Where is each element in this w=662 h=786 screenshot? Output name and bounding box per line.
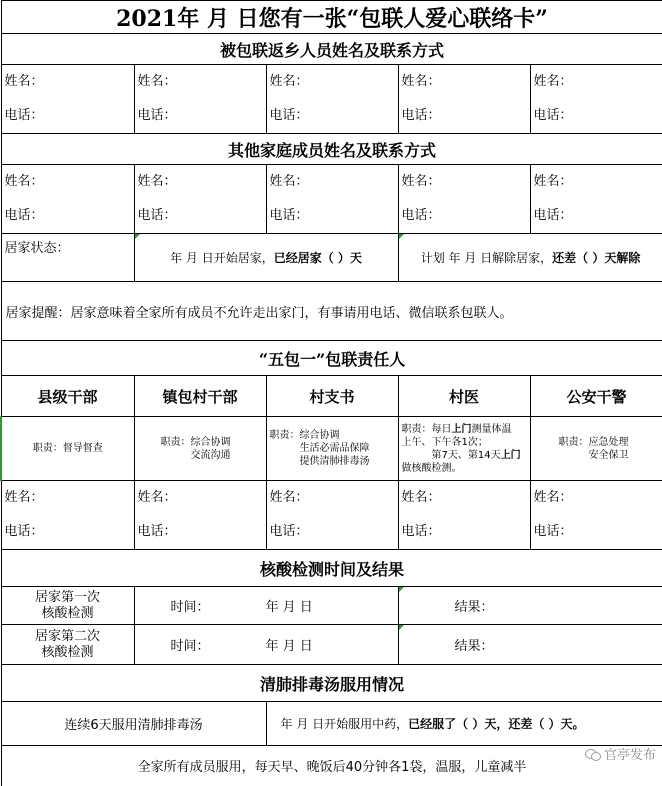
- name-label: 姓名：: [138, 481, 266, 515]
- phone-label: 电话：: [402, 515, 530, 549]
- herbal-progress[interactable]: [266, 702, 662, 746]
- phone-label: 电话：: [402, 199, 530, 233]
- test-label: [1, 587, 134, 625]
- section-family-contacts: 其他家庭成员姓名及联系方式: [1, 134, 662, 165]
- duty-doctor-emph: 上门: [501, 450, 521, 461]
- status-start[interactable]: [134, 234, 398, 282]
- duty-secretary: [266, 417, 398, 481]
- duty-town-line: 交流沟通: [161, 450, 231, 461]
- test-result-label: 结果：: [399, 639, 494, 654]
- status-days-left: 还差（ ）天解除: [552, 251, 640, 265]
- duty-town: [134, 417, 266, 481]
- name-label: 姓名：: [5, 165, 134, 199]
- phone-label: 电话：: [5, 515, 134, 549]
- test-label: [1, 625, 134, 665]
- chat-bubbles-icon: [585, 748, 601, 760]
- section-nucleic-tests: 核酸检测时间及结果: [1, 550, 662, 587]
- test-label-line: 核酸检测: [41, 645, 93, 660]
- role-police: 公安干警: [530, 376, 662, 417]
- role-village-secretary: 村支书: [266, 376, 398, 417]
- phone-label: 电话：: [402, 99, 530, 133]
- duty-police-line: 安全保卫: [559, 450, 629, 461]
- duty-police: [530, 417, 662, 481]
- duty-doctor-text: 测量体温: [472, 424, 512, 435]
- family-row: [1, 165, 662, 234]
- family-slot[interactable]: [134, 165, 266, 234]
- test-date: 年 月 日: [210, 639, 313, 654]
- duty-doctor: [398, 417, 530, 481]
- test-label-line: 居家第二次: [35, 629, 100, 644]
- duty-doctor-text: 上午、下午各1次；: [402, 437, 488, 448]
- duty-secretary-line: 提供清肺排毒汤: [270, 456, 370, 467]
- name-label: 姓名：: [138, 65, 266, 99]
- returnee-slot[interactable]: [398, 65, 530, 134]
- duties-row: [1, 417, 662, 481]
- test-time-label: 时间：: [135, 600, 210, 615]
- responsible-contact-row: [1, 481, 662, 550]
- phone-label: 电话：: [138, 99, 266, 133]
- name-label: 姓名：: [534, 165, 662, 199]
- test-row: [1, 587, 662, 625]
- status-end[interactable]: [398, 234, 662, 282]
- phone-label: 电话：: [5, 199, 134, 233]
- section-responsible-persons: “五包一”包联责任人: [1, 341, 662, 376]
- name-label: 姓名：: [270, 481, 398, 515]
- phone-label: 电话：: [270, 515, 398, 549]
- returnee-slot[interactable]: [530, 65, 662, 134]
- duty-secretary-line: 生活必需品保障: [270, 443, 370, 454]
- herbal-start-text: 年 月 日开始服用中药，: [281, 717, 409, 731]
- test-row: [1, 625, 662, 665]
- role-town-cadre: 镇包村干部: [134, 376, 266, 417]
- returnee-row: [1, 65, 662, 134]
- family-slot[interactable]: [1, 165, 134, 234]
- section-herbal-medicine: 清肺排毒汤服用情况: [1, 665, 662, 702]
- name-label: 姓名：: [534, 65, 662, 99]
- duty-secretary-line: 职责：综合协调: [270, 430, 340, 441]
- duty-town-line: 职责：综合协调: [161, 437, 231, 448]
- status-end-text: 计划 年 月 日解除居家，: [421, 251, 552, 265]
- test-label-line: 核酸检测: [41, 606, 93, 621]
- role-county-cadre: 县级干部: [1, 376, 134, 417]
- responsible-slot[interactable]: [266, 481, 398, 550]
- status-label: 居家状态：: [1, 234, 134, 282]
- test-result[interactable]: [398, 587, 662, 625]
- phone-label: 电话：: [138, 515, 266, 549]
- phone-label: 电话：: [270, 199, 398, 233]
- name-label: 姓名：: [5, 481, 134, 515]
- duty-doctor-text: 做核酸检测。: [402, 463, 462, 474]
- family-slot[interactable]: [398, 165, 530, 234]
- name-label: 姓名：: [5, 65, 134, 99]
- phone-label: 电话：: [5, 99, 134, 133]
- phone-label: 电话：: [270, 99, 398, 133]
- watermark-text: 官亭发布: [604, 744, 656, 763]
- duty-county: [1, 417, 134, 481]
- status-start-text: 年 月 日开始居家，: [170, 251, 274, 265]
- watermark: [585, 744, 656, 763]
- duty-county-text: 职责：督导督查: [33, 443, 103, 454]
- returnee-slot[interactable]: [1, 65, 134, 134]
- test-result-label: 结果：: [399, 600, 494, 615]
- test-result[interactable]: [398, 625, 662, 665]
- phone-label: 电话：: [534, 99, 662, 133]
- name-label: 姓名：: [402, 65, 530, 99]
- status-days-home: 已经居家（ ）天: [274, 251, 362, 265]
- herbal-label: 连续6天服用清肺排毒汤: [1, 702, 266, 746]
- roles-row: [1, 376, 662, 417]
- duty-police-line: 职责：应急处理: [559, 437, 629, 448]
- family-slot[interactable]: [530, 165, 662, 234]
- responsible-slot[interactable]: [134, 481, 266, 550]
- name-label: 姓名：: [270, 165, 398, 199]
- name-label: 姓名：: [402, 165, 530, 199]
- phone-label: 电话：: [534, 199, 662, 233]
- duty-doctor-emph: 上门: [452, 424, 472, 435]
- duty-doctor-text: 职责：每日: [402, 424, 452, 435]
- name-label: 姓名：: [402, 481, 530, 515]
- status-row: [1, 234, 662, 282]
- returnee-slot[interactable]: [266, 65, 398, 134]
- name-label: 姓名：: [270, 65, 398, 99]
- test-time[interactable]: [134, 625, 398, 665]
- home-reminder: 居家提醒：居家意味着全家所有成员不允许走出家门，有事请用电话、微信联系包联人。: [1, 282, 662, 341]
- herbal-row: [1, 702, 662, 746]
- name-label: 姓名：: [534, 481, 662, 515]
- family-slot[interactable]: [266, 165, 398, 234]
- section-returnee-contacts: 被包联返乡人员姓名及联系方式: [1, 34, 662, 65]
- phone-label: 电话：: [534, 515, 662, 549]
- responsible-slot[interactable]: [1, 481, 134, 550]
- test-label-line: 居家第一次: [35, 590, 100, 605]
- dosage-instructions: 全家所有成员服用，每天早、晚饭后40分钟各1袋，温服，儿童减半: [1, 746, 662, 786]
- duty-doctor-text: 第7天、第14天: [402, 450, 501, 461]
- test-date: 年 月 日: [210, 600, 313, 615]
- phone-label: 电话：: [138, 199, 266, 233]
- returnee-slot[interactable]: [134, 65, 266, 134]
- role-village-doctor: 村医: [398, 376, 530, 417]
- test-time-label: 时间：: [135, 639, 210, 654]
- test-time[interactable]: [134, 587, 398, 625]
- herbal-days: 已经服了（ ）天，还差（ ）天。: [408, 717, 584, 731]
- name-label: 姓名：: [138, 165, 266, 199]
- card-title: 2021年 月 日您有一张“包联人爱心联络卡”: [1, 1, 662, 34]
- responsible-slot[interactable]: [530, 481, 662, 550]
- responsible-slot[interactable]: [398, 481, 530, 550]
